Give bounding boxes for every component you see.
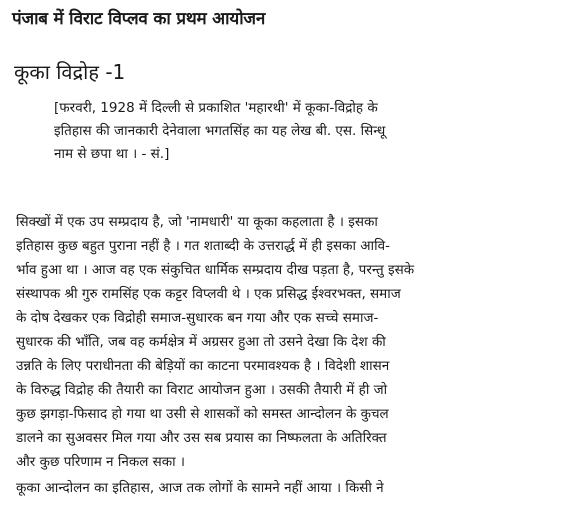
editor-note-line: इतिहास की जानकारी देनेवाला भगतसिंह का यह लेख बी. एस. सिन्धू bbox=[54, 123, 386, 139]
editor-note bbox=[54, 97, 554, 166]
body-paragraph bbox=[16, 210, 560, 500]
editor-note-line: [फरवरी, 1928 में दिल्ली से प्रकाशित 'महारथी' में कूका-विद्रोह के bbox=[54, 100, 378, 116]
body-line: के विरुद्ध विद्रोह की तैयारी का विराट आयोजन हुआ । उसकी तैयारी में ही जो bbox=[16, 382, 388, 398]
body-line: कुछ झगड़ा-फिसाद हो गया था उसी से शासकों को समस्त आन्दोलन के कुचल bbox=[16, 406, 389, 422]
body-line: संस्थापक श्री गुरु रामसिंह एक कट्टर विप्लवी थे । एक प्रसिद्ध ईश्वरभक्त, समाज bbox=[16, 286, 401, 302]
body-line: सिक्खों में एक उप सम्प्रदाय है, जो 'नामधारी' या कूका कहलाता है । इसका bbox=[16, 214, 378, 230]
chapter-title: कूका विद्रोह -1 bbox=[14, 60, 126, 84]
body-line: डालने का सुअवसर मिल गया और उस सब प्रयास का निष्फलता के अतिरिक्त bbox=[16, 430, 387, 446]
body-line: सुधारक की भाँति, जब वह कर्मक्षेत्र में अग्रसर हुआ तो उसने देखा कि देश की bbox=[16, 334, 386, 350]
running-header: पंजाब में विराट विप्लव का प्रथम आयोजन bbox=[12, 9, 266, 29]
body-line: के दोष देखकर एक विद्रोही समाज-सुधारक बन गया और एक सच्चे समाज- bbox=[16, 310, 379, 326]
editor-note-line: नाम से छपा था । - सं.] bbox=[54, 146, 170, 162]
body-line: और कुछ परिणाम न निकल सका । bbox=[16, 454, 186, 470]
body-line: र्भाव हुआ था । आज वह एक संकुचित धार्मिक सम्प्रदाय दीख पड़ता है, परन्तु इसके bbox=[16, 262, 415, 278]
body-line: इतिहास कुछ बहुत पुराना नहीं है । गत शताब्दी के उत्तरार्द्ध में ही इसका आवि- bbox=[16, 238, 390, 254]
body-line: उन्नति के लिए पराधीनता की बेड़ियों का काटना परमावश्यक है । विदेशी शासन bbox=[16, 358, 390, 374]
body-line: कूका आन्दोलन का इतिहास, आज तक लोगों के सामने नहीं आया । किसी ने bbox=[16, 480, 384, 496]
